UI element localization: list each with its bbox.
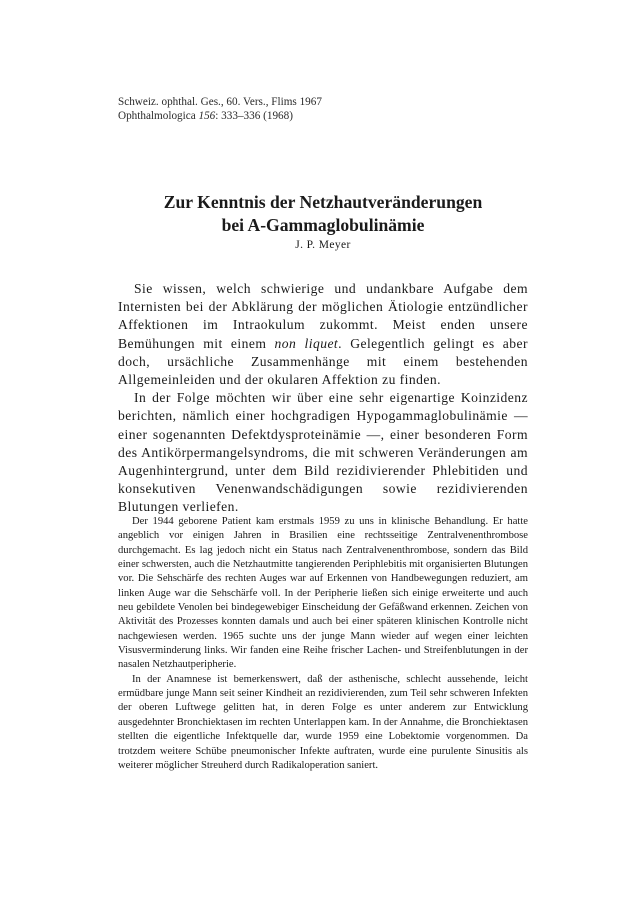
case-paragraph-2: In der Anamnese ist bemerkenswert, daß der asthenische, schlecht aussehende, leicht ermüdbare junge Mann seit seiner Kindheit an rezidivierenden, zum Teil sehr schweren Infekten der oberen Luftwege gelitten hat, in deren Folge es unter anderem zur Entwicklung ausgedehnter Bronchiektasen im rechten Unterlappen kam. In der Annahme, die Bronchiektasen stellten die eigentliche Infektquelle dar, wurde 1959 eine Lobektomie vorgenommen. Da trotzdem weitere Schübe pneumonischer Infekte auftraten, wurde eine purulente Sinusitis als weiterer möglicher Streuherd durch Radikaloperation saniert.: [118, 673, 528, 771]
author-name: J. P. Meyer: [295, 239, 351, 251]
citation-line-1: Schweiz. ophthal. Ges., 60. Vers., Flims 1967: [118, 96, 322, 108]
article-title: [118, 191, 528, 237]
introduction-section: [118, 280, 528, 517]
title-line-1: Zur Kenntnis der Netzhautveränderungen: [163, 192, 483, 212]
title-line-2: bei A-Gammaglobulinämie: [221, 215, 425, 235]
case-paragraph-1: Der 1944 geborene Patient kam erstmals 1959 zu uns in klinische Behandlung. Er hatte angeblich vor einigen Jahren in Brasilien eine rechtsseitige Zentralvenenthrombose durchgemacht. Es lag jedoch nicht ein Status nach Zentralvenenthrombose, sondern das Bild einer schwersten, auch die Netzhautmitte tangierenden Periphlebitis mit organisierten Blutungen vor. Die Sehschärfe des rechten Auges war auf Erkennen von Handbewegungen reduziert, am linken Auge war die Sehschärfe voll. In der Peripherie ließen sich einige erweiterte und auch neu gebildete Venolen bei bindegewebiger Einscheidung der Gefäßwand erkennen. Zeichen von Aktivität des Prozesses konnten damals und auch bei einer späteren klinischen Kontrolle nicht nachgewiesen werden. 1965 suchte uns der junge Mann wieder auf wegen einer leichten Visusverminderung links. Wir fanden eine Reihe frischer Lachen- und Streifenblutungen in der nasalen Netzhautperipherie.: [118, 516, 528, 671]
intro-paragraph-1: Sie wissen, welch schwierige und undankbare Aufgabe dem Internisten bei der Abklärung der möglichen Ätiologie entzündlicher Affektionen im Intraokulum zukommt. Meist enden unsere Bemühungen mit einem non liquet. Gelegentlich gelingt es aber doch, ursächliche Zusammenhänge mit einem bestehenden Allgemeinleiden und der okularen Affektion zu finden.: [118, 281, 528, 388]
latin-phrase: non liquet: [274, 335, 339, 351]
intro-paragraph-2: In der Folge möchten wir über eine sehr eigenartige Koinzidenz berichten, nämlich einer hochgradigen Hypogammaglobulinämie — einer sogenannten Defektdysproteinämie —, einer besonderen Form des Antikörpermangelsyndroms, die mit schweren Veränderungen am Augenhintergrund, unter dem Bild rezidivierender Phlebitiden und konsekutiven Venenwandschädigungen sowie rezidivierenden Blutungen verliefen.: [118, 390, 528, 515]
case-report-section: [118, 515, 528, 773]
citation-block: [118, 95, 322, 123]
citation-pages: : 333–336 (1968): [215, 110, 293, 122]
citation-journal: Ophthalmologica: [118, 110, 199, 122]
citation-volume: 156: [198, 110, 216, 122]
citation-line-2: [118, 109, 322, 123]
